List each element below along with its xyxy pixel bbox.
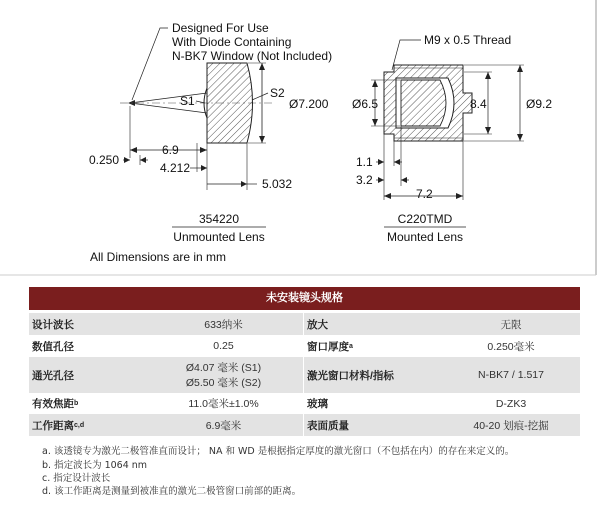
dim-1-1: 1.1 <box>356 155 373 169</box>
row-value: Ø4.07 毫米 (S1) Ø5.50 毫米 (S2) <box>144 357 304 393</box>
row-label: 工作距离 c,d <box>32 419 85 432</box>
row-label: 设计波长 <box>32 318 74 331</box>
table-row <box>29 335 580 357</box>
dim-diameter-7-200: Ø7.200 <box>289 97 329 111</box>
dimensions-note: All Dimensions are in mm <box>90 250 227 264</box>
dim-5-032: 5.032 <box>262 177 293 191</box>
footnote-c: c. 指定设计波长 <box>42 473 111 484</box>
dim-6-9: 6.9 <box>162 143 179 157</box>
table-row <box>29 393 580 414</box>
note-line-1: Designed For Use <box>172 21 269 35</box>
row-value: 0.25 <box>144 335 304 357</box>
footnote-b: b. 指定波长为 1064 nm <box>42 460 148 471</box>
row-value: 11.0毫米±1.0% <box>144 393 304 414</box>
table-row <box>29 357 580 393</box>
dim-8-4: 8.4 <box>470 97 487 111</box>
row-value: 无限 <box>500 318 522 331</box>
row-value: 0.250毫米 <box>487 340 535 353</box>
dim-3-2: 3.2 <box>356 173 373 187</box>
dim-4-212: 4.212 <box>160 161 191 175</box>
row-value: 633纳米 <box>144 313 304 335</box>
row-label: 放大 <box>307 318 328 331</box>
label-s1: S1 <box>180 94 195 108</box>
footnote-a: a. 该透镜专为激光二极管准直而设计； NA 和 WD 是根据指定厚度的激光窗口（不包括在内）的存在来定义的。 <box>42 446 515 457</box>
row-value: 40-20 划痕-挖掘 <box>473 419 549 432</box>
note-line-2: With Diode Containing <box>172 35 292 49</box>
dim-0-250: 0.250 <box>89 153 120 167</box>
row-label: 表面质量 <box>307 419 349 432</box>
row-value: D-ZK3 <box>495 397 527 410</box>
table-row <box>29 313 580 335</box>
table-row <box>29 414 580 436</box>
mounted-lens-drawing <box>371 40 524 227</box>
row-label: 数值孔径 <box>32 340 74 353</box>
row-label: 玻璃 <box>307 398 328 410</box>
dim-diameter-6-5: Ø6.5 <box>352 97 379 111</box>
row-label: 窗口厚度 a <box>307 340 353 353</box>
left-part-number: 354220 <box>198 212 240 226</box>
note-line-3: N-BK7 Window (Not Included) <box>172 49 333 63</box>
label-s2: S2 <box>270 86 285 100</box>
row-value: 6.9毫米 <box>144 414 304 436</box>
footnote-d: d. 该工作距离是测量到被准直的激光二极管窗口前部的距离。 <box>42 486 302 497</box>
row-label: 激光窗口材料/指标 <box>307 369 394 382</box>
row-value: N-BK7 / 1.517 <box>478 369 544 381</box>
row-label: 有效焦距 b <box>32 398 79 410</box>
dim-diameter-9-2: Ø9.2 <box>526 97 553 111</box>
left-part-desc: Unmounted Lens <box>173 230 265 244</box>
spec-table-title: 未安装镜头规格 <box>29 287 580 310</box>
right-part-number: C220TMD <box>397 212 453 226</box>
right-part-desc: Mounted Lens <box>386 230 464 244</box>
thread-label: M9 x 0.5 Thread <box>424 33 512 47</box>
dim-7-2: 7.2 <box>416 187 433 201</box>
row-label: 通光孔径 <box>32 369 74 382</box>
